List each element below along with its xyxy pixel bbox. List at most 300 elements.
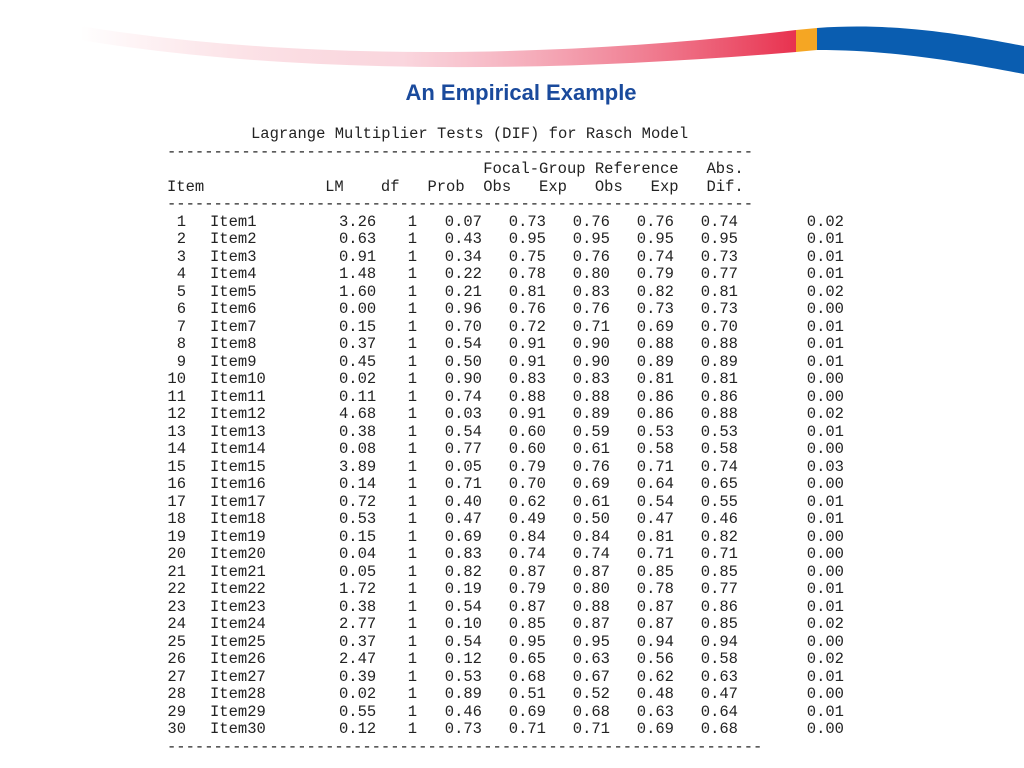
table-row (167, 704, 844, 722)
reference-obs: 0.78 (636, 580, 674, 598)
reference-obs: 0.81 (636, 370, 674, 388)
lm-value: 0.08 (339, 440, 377, 458)
prob-value: 0.46 (444, 702, 482, 721)
abs-dif: 0.00 (806, 475, 844, 493)
df-value: 1 (407, 632, 417, 651)
prob-value: 0.96 (444, 300, 482, 318)
abs-dif: 0.01 (806, 702, 844, 721)
prob-value: 0.77 (444, 440, 482, 458)
abs-dif: 0.00 (806, 562, 844, 581)
reference-exp: 0.65 (700, 475, 738, 493)
df-value: 1 (407, 317, 417, 336)
prob-value: 0.53 (444, 667, 482, 686)
item-name: Item16 (210, 475, 266, 493)
focal-obs: 0.79 (508, 457, 546, 476)
abs-dif: 0.00 (806, 632, 844, 651)
abs-dif: 0.01 (806, 510, 844, 528)
abs-dif: 0.01 (806, 422, 844, 441)
focal-exp: 0.83 (572, 282, 610, 301)
df-value: 1 (407, 545, 417, 563)
lm-value: 0.55 (339, 702, 377, 721)
table-row (167, 459, 844, 477)
item-name: Item6 (210, 300, 257, 318)
prob-value: 0.90 (444, 370, 482, 388)
lm-value: 0.91 (339, 247, 377, 266)
lm-value: 0.45 (339, 352, 377, 371)
lm-value: 0.37 (339, 632, 377, 651)
lm-value: 0.11 (339, 387, 377, 406)
focal-obs: 0.65 (508, 650, 546, 668)
prob-value: 0.73 (444, 720, 482, 738)
focal-obs: 0.87 (508, 597, 546, 616)
reference-obs: 0.63 (636, 702, 674, 721)
lm-value: 0.12 (339, 720, 377, 738)
item-name: Item17 (210, 492, 266, 511)
table-body (167, 214, 844, 739)
table-row (167, 424, 844, 442)
item-name: Item29 (210, 702, 266, 721)
row-number: 15 (167, 457, 186, 476)
reference-obs: 0.62 (636, 667, 674, 686)
header-swoosh (0, 0, 1024, 80)
lm-value: 1.60 (339, 282, 377, 301)
abs-dif: 0.00 (806, 440, 844, 458)
focal-exp: 0.83 (572, 370, 610, 388)
lm-value: 0.05 (339, 562, 377, 581)
prob-value: 0.10 (444, 615, 482, 633)
row-number: 8 (176, 335, 186, 353)
prob-value: 0.47 (444, 510, 482, 528)
lm-value: 0.02 (339, 370, 377, 388)
prob-value: 0.89 (444, 685, 482, 703)
focal-obs: 0.87 (508, 562, 546, 581)
reference-exp: 0.74 (700, 212, 738, 231)
prob-value: 0.43 (444, 230, 482, 248)
reference-obs: 0.47 (636, 510, 674, 528)
reference-obs: 0.69 (636, 720, 674, 738)
lm-value: 0.02 (339, 685, 377, 703)
item-name: Item25 (210, 632, 266, 651)
reference-obs: 0.86 (636, 387, 674, 406)
focal-exp: 0.63 (572, 650, 610, 668)
dif-report (167, 126, 844, 756)
df-value: 1 (407, 597, 417, 616)
reference-obs: 0.95 (636, 230, 674, 248)
table-row (167, 231, 844, 249)
lm-value: 0.04 (339, 545, 377, 563)
focal-obs: 0.79 (508, 580, 546, 598)
abs-dif: 0.00 (806, 720, 844, 738)
focal-exp: 0.88 (572, 387, 610, 406)
reference-exp: 0.70 (700, 317, 738, 336)
row-number: 14 (167, 440, 186, 458)
focal-exp: 0.95 (572, 632, 610, 651)
lm-value: 0.15 (339, 317, 377, 336)
prob-value: 0.05 (444, 457, 482, 476)
table-row (167, 389, 844, 407)
prob-value: 0.07 (444, 212, 482, 231)
prob-value: 0.03 (444, 405, 482, 423)
abs-dif: 0.00 (806, 370, 844, 388)
lm-value: 2.47 (339, 650, 377, 668)
focal-obs: 0.91 (508, 352, 546, 371)
lm-value: 0.38 (339, 597, 377, 616)
prob-value: 0.19 (444, 580, 482, 598)
focal-exp: 0.67 (572, 667, 610, 686)
focal-exp: 0.71 (572, 720, 610, 738)
item-name: Item26 (210, 650, 266, 668)
lm-value: 0.37 (339, 335, 377, 353)
focal-obs: 0.70 (508, 475, 546, 493)
abs-dif: 0.02 (806, 650, 844, 668)
reference-obs: 0.94 (636, 632, 674, 651)
item-name: Item18 (210, 510, 266, 528)
focal-exp: 0.59 (572, 422, 610, 441)
focal-obs: 0.88 (508, 387, 546, 406)
item-name: Item11 (210, 387, 266, 406)
row-number: 20 (167, 545, 186, 563)
abs-dif: 0.01 (806, 335, 844, 353)
lm-value: 0.72 (339, 492, 377, 511)
row-number: 21 (167, 562, 186, 581)
row-number: 16 (167, 475, 186, 493)
row-number: 3 (176, 247, 186, 266)
reference-exp: 0.46 (700, 510, 738, 528)
focal-exp: 0.76 (572, 212, 610, 231)
reference-exp: 0.77 (700, 580, 738, 598)
df-value: 1 (407, 702, 417, 721)
focal-exp: 0.76 (572, 247, 610, 266)
lm-value: 4.68 (339, 405, 377, 423)
reference-obs: 0.48 (636, 685, 674, 703)
reference-exp: 0.86 (700, 387, 738, 406)
reference-exp: 0.47 (700, 685, 738, 703)
reference-obs: 0.58 (636, 440, 674, 458)
row-number: 17 (167, 492, 186, 511)
reference-exp: 0.73 (700, 300, 738, 318)
focal-exp: 0.76 (572, 457, 610, 476)
reference-exp: 0.94 (700, 632, 738, 651)
table-row (167, 406, 844, 424)
row-number: 11 (167, 387, 186, 406)
focal-obs: 0.51 (508, 685, 546, 703)
focal-exp: 0.95 (572, 230, 610, 248)
focal-obs: 0.75 (508, 247, 546, 266)
abs-dif: 0.02 (806, 282, 844, 301)
focal-obs: 0.81 (508, 282, 546, 301)
reference-obs: 0.89 (636, 352, 674, 371)
df-value: 1 (407, 282, 417, 301)
abs-dif: 0.01 (806, 492, 844, 511)
table-row (167, 301, 844, 319)
abs-dif: 0.02 (806, 615, 844, 633)
item-name: Item9 (210, 352, 257, 371)
item-name: Item15 (210, 457, 266, 476)
table-row (167, 249, 844, 267)
row-number: 23 (167, 597, 186, 616)
row-number: 28 (167, 685, 186, 703)
reference-obs: 0.53 (636, 422, 674, 441)
df-value: 1 (407, 580, 417, 598)
reference-exp: 0.86 (700, 597, 738, 616)
reference-exp: 0.88 (700, 335, 738, 353)
focal-obs: 0.71 (508, 720, 546, 738)
df-value: 1 (407, 265, 417, 283)
focal-obs: 0.83 (508, 370, 546, 388)
table-row (167, 354, 844, 372)
reference-obs: 0.64 (636, 475, 674, 493)
focal-obs: 0.85 (508, 615, 546, 633)
focal-exp: 0.69 (572, 475, 610, 493)
table-row (167, 686, 844, 704)
reference-obs: 0.74 (636, 247, 674, 266)
abs-dif: 0.01 (806, 317, 844, 336)
row-number: 13 (167, 422, 186, 441)
df-value: 1 (407, 650, 417, 668)
lm-value: 0.63 (339, 230, 377, 248)
df-value: 1 (407, 335, 417, 353)
row-number: 10 (167, 370, 186, 388)
prob-value: 0.83 (444, 545, 482, 563)
table-row (167, 564, 844, 582)
abs-dif: 0.03 (806, 457, 844, 476)
abs-dif: 0.01 (806, 247, 844, 266)
focal-obs: 0.68 (508, 667, 546, 686)
prob-value: 0.54 (444, 632, 482, 651)
focal-exp: 0.90 (572, 335, 610, 353)
table-row (167, 441, 844, 459)
lm-value: 0.38 (339, 422, 377, 441)
prob-value: 0.54 (444, 335, 482, 353)
reference-exp: 0.89 (700, 352, 738, 371)
df-value: 1 (407, 387, 417, 406)
abs-dif: 0.00 (806, 300, 844, 318)
focal-obs: 0.74 (508, 545, 546, 563)
reference-obs: 0.71 (636, 457, 674, 476)
rule-middle: --------------------------------------------------------------- (167, 195, 753, 213)
prob-value: 0.69 (444, 527, 482, 546)
item-name: Item10 (210, 370, 266, 388)
table-row (167, 319, 844, 337)
abs-dif: 0.02 (806, 212, 844, 231)
row-number: 9 (176, 352, 186, 371)
prob-value: 0.54 (444, 597, 482, 616)
lm-value: 2.77 (339, 615, 377, 633)
df-value: 1 (407, 405, 417, 423)
focal-obs: 0.69 (508, 702, 546, 721)
item-name: Item1 (210, 212, 257, 231)
item-name: Item28 (210, 685, 266, 703)
focal-obs: 0.91 (508, 405, 546, 423)
df-value: 1 (407, 527, 417, 546)
abs-dif: 0.01 (806, 352, 844, 371)
table-row (167, 284, 844, 302)
reference-exp: 0.55 (700, 492, 738, 511)
df-value: 1 (407, 685, 417, 703)
df-value: 1 (407, 492, 417, 511)
row-number: 27 (167, 667, 186, 686)
item-name: Item23 (210, 597, 266, 616)
row-number: 7 (176, 317, 186, 336)
focal-obs: 0.49 (508, 510, 546, 528)
rule-top: --------------------------------------------------------------- (167, 142, 753, 161)
reference-obs: 0.73 (636, 300, 674, 318)
slide-title: An Empirical Example (405, 80, 637, 105)
focal-exp: 0.68 (572, 702, 610, 721)
df-value: 1 (407, 230, 417, 248)
table-row (167, 669, 844, 687)
table-row (167, 266, 844, 284)
table-row (167, 546, 844, 564)
row-number: 30 (167, 720, 186, 738)
reference-exp: 0.88 (700, 405, 738, 423)
reference-exp: 0.64 (700, 702, 738, 721)
table-row (167, 494, 844, 512)
lm-value: 1.48 (339, 265, 377, 283)
reference-exp: 0.82 (700, 527, 738, 546)
table-row (167, 599, 844, 617)
abs-dif: 0.02 (806, 405, 844, 423)
reference-exp: 0.81 (700, 370, 738, 388)
reference-exp: 0.53 (700, 422, 738, 441)
df-value: 1 (407, 720, 417, 738)
abs-dif: 0.01 (806, 230, 844, 248)
lm-value: 0.53 (339, 510, 377, 528)
reference-obs: 0.54 (636, 492, 674, 511)
focal-exp: 0.84 (572, 527, 610, 546)
item-name: Item14 (210, 440, 266, 458)
row-number: 6 (176, 300, 186, 318)
lm-value: 3.26 (339, 212, 377, 231)
focal-obs: 0.95 (508, 230, 546, 248)
focal-obs: 0.72 (508, 317, 546, 336)
focal-obs: 0.91 (508, 335, 546, 353)
reference-obs: 0.79 (636, 265, 674, 283)
reference-obs: 0.81 (636, 527, 674, 546)
abs-dif: 0.00 (806, 387, 844, 406)
df-value: 1 (407, 457, 417, 476)
reference-obs: 0.76 (636, 212, 674, 231)
df-value: 1 (407, 247, 417, 266)
item-name: Item7 (210, 317, 257, 336)
item-name: Item8 (210, 335, 257, 353)
reference-obs: 0.87 (636, 615, 674, 633)
swoosh-orange (796, 28, 817, 52)
focal-obs: 0.84 (508, 527, 546, 546)
df-value: 1 (407, 615, 417, 633)
prob-value: 0.82 (444, 562, 482, 581)
reference-exp: 0.81 (700, 282, 738, 301)
item-name: Item4 (210, 265, 257, 283)
report-caption: Lagrange Multiplier Tests (DIF) for Rasch Model (251, 125, 689, 143)
table-row (167, 581, 844, 599)
item-name: Item19 (210, 527, 266, 546)
row-number: 24 (167, 615, 186, 633)
row-number: 4 (176, 265, 186, 283)
swoosh-red (80, 26, 796, 67)
reference-exp: 0.85 (700, 562, 738, 581)
focal-exp: 0.61 (572, 492, 610, 511)
item-name: Item22 (210, 580, 266, 598)
row-number: 18 (167, 510, 186, 528)
focal-exp: 0.74 (572, 545, 610, 563)
row-number: 25 (167, 632, 186, 651)
focal-obs: 0.60 (508, 422, 546, 441)
table-row (167, 214, 844, 232)
focal-exp: 0.71 (572, 317, 610, 336)
prob-value: 0.22 (444, 265, 482, 283)
focal-obs: 0.78 (508, 265, 546, 283)
item-name: Item5 (210, 282, 257, 301)
df-value: 1 (407, 300, 417, 318)
prob-value: 0.21 (444, 282, 482, 301)
table-row (167, 634, 844, 652)
reference-exp: 0.58 (700, 440, 738, 458)
reference-obs: 0.87 (636, 597, 674, 616)
row-number: 22 (167, 580, 186, 598)
reference-exp: 0.77 (700, 265, 738, 283)
abs-dif: 0.01 (806, 265, 844, 283)
header-row-2: Item LM df Prob Obs Exp Obs Exp Dif. (167, 177, 744, 196)
reference-exp: 0.71 (700, 545, 738, 563)
reference-obs: 0.85 (636, 562, 674, 581)
focal-obs: 0.95 (508, 632, 546, 651)
focal-exp: 0.50 (572, 510, 610, 528)
rule-bottom: ---------------------------------------------------------------- (167, 737, 763, 756)
focal-obs: 0.62 (508, 492, 546, 511)
lm-value: 0.15 (339, 527, 377, 546)
row-number: 5 (176, 282, 186, 301)
reference-obs: 0.71 (636, 545, 674, 563)
item-name: Item20 (210, 545, 266, 563)
reference-exp: 0.58 (700, 650, 738, 668)
row-number: 29 (167, 702, 186, 721)
abs-dif: 0.01 (806, 580, 844, 598)
table-row (167, 651, 844, 669)
focal-obs: 0.60 (508, 440, 546, 458)
prob-value: 0.70 (444, 317, 482, 336)
prob-value: 0.54 (444, 422, 482, 441)
prob-value: 0.74 (444, 387, 482, 406)
row-number: 26 (167, 650, 186, 668)
abs-dif: 0.00 (806, 685, 844, 703)
item-name: Item27 (210, 667, 266, 686)
df-value: 1 (407, 352, 417, 371)
reference-exp: 0.95 (700, 230, 738, 248)
abs-dif: 0.00 (806, 527, 844, 546)
lm-value: 0.14 (339, 475, 377, 493)
item-name: Item24 (210, 615, 266, 633)
table-row (167, 336, 844, 354)
df-value: 1 (407, 562, 417, 581)
reference-obs: 0.86 (636, 405, 674, 423)
lm-value: 0.39 (339, 667, 377, 686)
abs-dif: 0.01 (806, 597, 844, 616)
row-number: 12 (167, 405, 186, 423)
reference-exp: 0.85 (700, 615, 738, 633)
prob-value: 0.71 (444, 475, 482, 493)
reference-obs: 0.88 (636, 335, 674, 353)
prob-value: 0.34 (444, 247, 482, 266)
reference-obs: 0.82 (636, 282, 674, 301)
header-row-1: Focal-Group Reference Abs. (167, 160, 744, 178)
row-number: 2 (176, 230, 186, 248)
lm-value: 3.89 (339, 457, 377, 476)
table-row (167, 721, 844, 739)
focal-exp: 0.90 (572, 352, 610, 371)
table-row (167, 476, 844, 494)
df-value: 1 (407, 440, 417, 458)
